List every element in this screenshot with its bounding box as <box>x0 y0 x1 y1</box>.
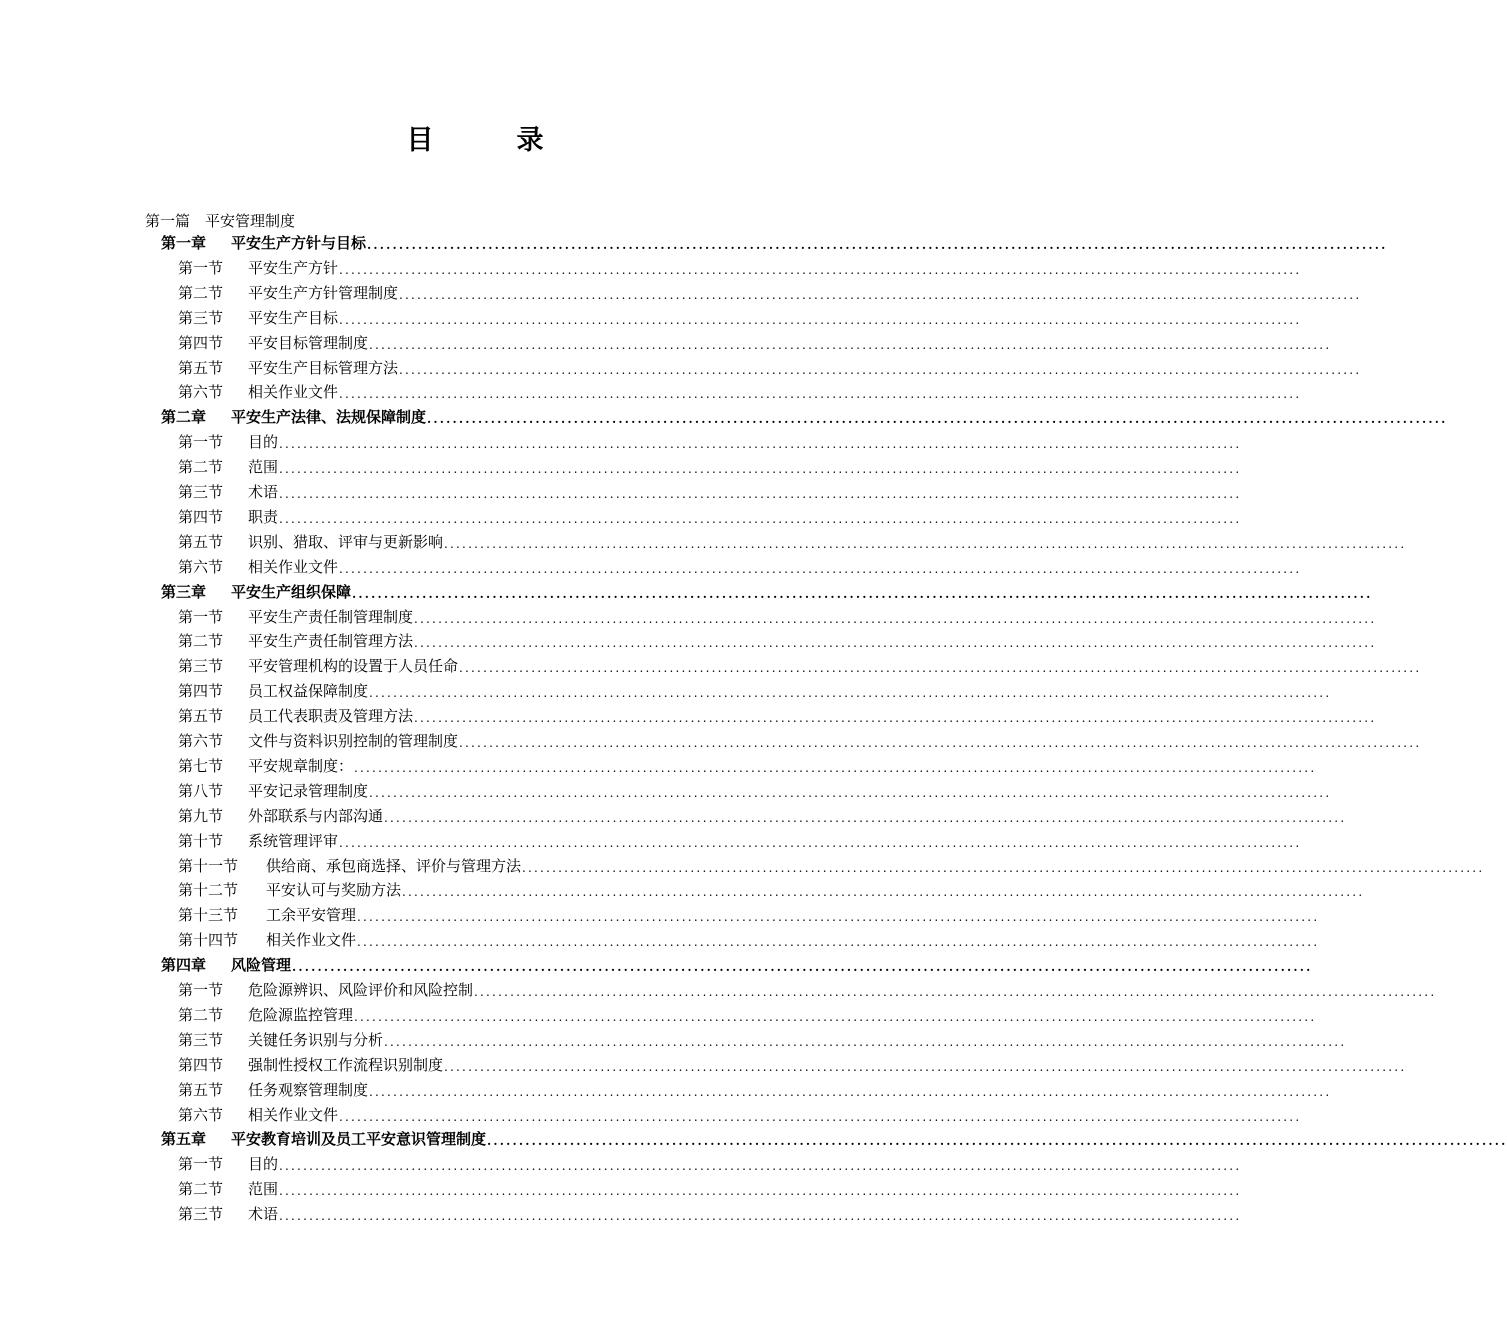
toc-entry-title: 平安生产方针 <box>248 258 339 277</box>
toc-entry-number: 第六节 <box>178 732 224 750</box>
toc-leader-dots: ................................................................................................................................................................ <box>487 1134 1507 1149</box>
toc-chapter-row <box>161 403 1448 427</box>
toc-leader-dots: ................................................................................................................................................................ <box>279 487 1242 501</box>
toc-section-row <box>178 1150 1242 1174</box>
toc-entry-title: 平安生产责任制管理方法 <box>248 632 414 651</box>
toc-section-row <box>178 453 1242 477</box>
toc-entry-title: 范围 <box>248 458 279 477</box>
toc-entry-title: 平安生产组织保障 <box>231 582 352 601</box>
toc-section-row <box>178 1026 1347 1050</box>
toc-leader-dots: ................................................................................................................................................................ <box>384 810 1347 825</box>
toc-entry-number: 第二章 <box>161 408 207 427</box>
toc-entry-title: 平安生产法律、法规保障制度 <box>231 408 427 427</box>
toc-entry-number: 第一节 <box>178 1155 224 1174</box>
toc-chapter-row <box>161 229 1388 253</box>
toc-leader-dots: ................................................................................................................................................................ <box>339 1109 1302 1124</box>
toc-entry-title: 平安记录管理制度 <box>248 781 369 800</box>
toc-entry-number: 第四节 <box>178 333 224 352</box>
toc-entry-title: 术语 <box>248 483 279 501</box>
toc-entry-title: 系统管理评审 <box>248 831 339 850</box>
toc-entry-title: 员工权益保障制度 <box>248 682 369 701</box>
toc-entry-title: 平安规章制度： <box>248 756 354 775</box>
toc-entry-number: 第三节 <box>178 1205 224 1224</box>
toc-leader-dots: ................................................................................................................................................................ <box>369 337 1332 352</box>
toc-entry-title: 平安认可与奖励方法 <box>266 881 402 900</box>
toc-entry-title: 相关作业文件 <box>248 557 339 576</box>
toc-entry-title: 平安生产目标 <box>248 308 339 327</box>
toc-leader-dots: ................................................................................................................................................................ <box>522 860 1485 875</box>
toc-entry-title: 平安目标管理制度 <box>248 333 369 352</box>
toc-entry-title: 任务观察管理制度 <box>248 1080 369 1099</box>
toc-entry-title: 文件与资料识别控制的管理制度 <box>248 732 459 750</box>
toc-leader-dots: ................................................................................................................................................................ <box>279 1209 1242 1224</box>
toc-entry-number: 第十四节 <box>178 931 239 950</box>
toc-section-row <box>178 852 1485 876</box>
toc-section-row <box>178 702 1377 726</box>
toc-entry-title: 相关作业文件 <box>248 1105 339 1124</box>
toc-entry-title: 供给商、承包商选择、评价与管理方法 <box>266 856 522 875</box>
toc-entry-number: 第十一节 <box>178 856 239 875</box>
toc-section-row <box>178 1076 1332 1100</box>
toc-entry-number: 第九节 <box>178 806 224 825</box>
toc-entry-number: 第四章 <box>161 956 207 975</box>
part-heading: 第一篇 平安管理制度 <box>145 212 296 230</box>
toc-section-row <box>178 603 1377 627</box>
toc-entry-number: 第一节 <box>178 981 224 999</box>
toc-entry-number: 第四节 <box>178 682 224 701</box>
toc-section-row <box>178 378 1302 402</box>
toc-leader-dots: ................................................................................................................................................................ <box>474 985 1437 999</box>
toc-entry-number: 第六节 <box>178 557 224 576</box>
toc-section-row <box>178 627 1377 651</box>
toc-leader-dots: ................................................................................................................................................................ <box>279 1159 1242 1174</box>
toc-section-row <box>178 802 1347 826</box>
toc-leader-dots: ................................................................................................................................................................ <box>459 661 1422 676</box>
toc-entry-title: 相关作业文件 <box>266 931 357 950</box>
toc-entry-title: 平安生产方针管理制度 <box>248 283 399 302</box>
toc-entry-number: 第五章 <box>161 1130 207 1149</box>
toc-leader-dots: ................................................................................................................................................................ <box>427 412 1448 427</box>
toc-section-row <box>178 503 1242 527</box>
toc-section-row <box>178 254 1302 278</box>
toc-section-row <box>178 976 1437 1000</box>
toc-leader-dots: ................................................................................................................................................................ <box>414 636 1377 651</box>
toc-section-row <box>178 279 1362 303</box>
toc-entry-number: 第二节 <box>178 283 224 302</box>
toc-chapter-row <box>161 951 1313 975</box>
toc-section-row <box>178 677 1332 701</box>
toc-leader-dots: ................................................................................................................................................................ <box>279 1184 1242 1199</box>
toc-leader-dots: ................................................................................................................................................................ <box>369 686 1332 701</box>
toc-leader-dots: ................................................................................................................................................................ <box>354 1009 1317 1024</box>
toc-entry-number: 第五节 <box>178 1080 224 1099</box>
toc-section-row <box>178 1051 1407 1075</box>
toc-section-row <box>178 777 1332 801</box>
toc-section-row <box>178 827 1302 851</box>
toc-chapter-row <box>161 578 1373 602</box>
toc-entry-title: 关键任务识别与分析 <box>248 1030 384 1049</box>
toc-entry-title: 识别、猎取、评审与更新影响 <box>248 532 444 551</box>
toc-leader-dots: ................................................................................................................................................................ <box>279 511 1242 526</box>
toc-entry-number: 第五节 <box>178 358 224 377</box>
toc-entry-title: 目的 <box>248 1155 279 1174</box>
toc-entry-number: 第一节 <box>178 607 224 626</box>
toc-entry-title: 平安管理机构的设置于人员任命 <box>248 657 459 676</box>
toc-leader-dots: ................................................................................................................................................................ <box>339 312 1302 327</box>
toc-entry-number: 第六节 <box>178 383 224 402</box>
toc-entry-number: 第三章 <box>161 582 207 601</box>
toc-entry-number: 第十节 <box>178 831 224 850</box>
toc-leader-dots: ................................................................................................................................................................ <box>444 1059 1407 1074</box>
toc-section-row <box>178 478 1242 502</box>
toc-leader-dots: ................................................................................................................................................................ <box>399 287 1362 302</box>
toc-chapter-row <box>161 1125 1507 1149</box>
toc-leader-dots: ................................................................................................................................................................ <box>354 760 1317 775</box>
toc-section-row <box>178 1175 1242 1199</box>
toc-leader-dots: ................................................................................................................................................................ <box>339 561 1302 576</box>
toc-entry-number: 第五节 <box>178 707 224 726</box>
toc-entry-number: 第三节 <box>178 657 224 676</box>
toc-section-row <box>178 727 1422 751</box>
toc-section-row <box>178 304 1302 328</box>
toc-section-row <box>178 1001 1317 1025</box>
toc-entry-number: 第二节 <box>178 1005 224 1024</box>
toc-entry-title: 强制性授权工作流程识别制度 <box>248 1055 444 1074</box>
toc-entry-title: 范围 <box>248 1180 279 1199</box>
toc-section-row <box>178 752 1317 776</box>
toc-entry-number: 第二节 <box>178 1180 224 1199</box>
toc-entry-title: 平安生产责任制管理制度 <box>248 607 414 626</box>
toc-entry-number: 第一节 <box>178 433 224 452</box>
toc-entry-title: 目的 <box>248 433 279 452</box>
toc-leader-dots: ................................................................................................................................................................ <box>292 960 1313 975</box>
toc-entry-title: 危险源辨识、风险评价和风险控制 <box>248 981 474 999</box>
toc-leader-dots: ................................................................................................................................................................ <box>369 785 1332 800</box>
toc-entry-title: 平安生产方针与目标 <box>231 234 367 252</box>
toc-leader-dots: ................................................................................................................................................................ <box>414 611 1377 626</box>
toc-section-row <box>178 1101 1302 1125</box>
toc-section-row <box>178 329 1332 353</box>
toc-leader-dots: ................................................................................................................................................................ <box>402 885 1365 900</box>
toc-entry-number: 第一节 <box>178 258 224 277</box>
toc-leader-dots: ................................................................................................................................................................ <box>357 935 1320 950</box>
toc-leader-dots: ................................................................................................................................................................ <box>399 362 1362 377</box>
toc-leader-dots: ................................................................................................................................................................ <box>352 586 1373 601</box>
toc-entry-title: 外部联系与内部沟通 <box>248 806 384 825</box>
toc-entry-number: 第五节 <box>178 532 224 551</box>
toc-entry-title: 工余平安管理 <box>266 906 357 925</box>
toc-entry-number: 第七节 <box>178 756 224 775</box>
page-title: 目 录 <box>406 125 572 156</box>
toc-leader-dots: ................................................................................................................................................................ <box>459 736 1422 750</box>
toc-leader-dots: ................................................................................................................................................................ <box>444 536 1407 551</box>
toc-leader-dots: ................................................................................................................................................................ <box>339 262 1302 277</box>
toc-section-row <box>178 428 1242 452</box>
toc-leader-dots: ................................................................................................................................................................ <box>357 910 1320 925</box>
toc-entry-number: 第十二节 <box>178 881 239 900</box>
toc-leader-dots: ................................................................................................................................................................ <box>279 462 1242 477</box>
toc-section-row <box>178 926 1320 950</box>
toc-entry-number: 第十三节 <box>178 906 239 925</box>
toc-leader-dots: ................................................................................................................................................................ <box>279 437 1242 452</box>
toc-section-row <box>178 876 1365 900</box>
toc-entry-number: 第三节 <box>178 1030 224 1049</box>
toc-entry-number: 第三节 <box>178 308 224 327</box>
toc-section-row <box>178 901 1320 925</box>
toc-entry-title: 危险源监控管理 <box>248 1005 354 1024</box>
toc-leader-dots: ................................................................................................................................................................ <box>414 711 1377 726</box>
toc-section-row <box>178 553 1302 577</box>
toc-entry-title: 平安教育培训及员工平安意识管理制度 <box>231 1130 487 1149</box>
toc-entry-title: 术语 <box>248 1205 279 1224</box>
toc-section-row <box>178 652 1422 676</box>
toc-leader-dots: ................................................................................................................................................................ <box>339 835 1302 850</box>
toc-entry-number: 第二节 <box>178 458 224 477</box>
toc-leader-dots: ................................................................................................................................................................ <box>367 238 1388 252</box>
toc-entry-number: 第一章 <box>161 234 207 252</box>
toc-entry-number: 第六节 <box>178 1105 224 1124</box>
toc-entry-number: 第四节 <box>178 1055 224 1074</box>
toc-section-row <box>178 1200 1242 1224</box>
toc-section-row <box>178 354 1362 378</box>
toc-leader-dots: ................................................................................................................................................................ <box>384 1034 1347 1049</box>
toc-entry-number: 第八节 <box>178 781 224 800</box>
toc-leader-dots: ................................................................................................................................................................ <box>339 387 1302 402</box>
toc-entry-title: 员工代表职责及管理方法 <box>248 707 414 726</box>
toc-entry-title: 职责 <box>248 507 279 526</box>
toc-entry-number: 第三节 <box>178 483 224 501</box>
toc-leader-dots: ................................................................................................................................................................ <box>369 1084 1332 1099</box>
toc-entry-number: 第四节 <box>178 507 224 526</box>
toc-entry-title: 平安生产目标管理方法 <box>248 358 399 377</box>
toc-entry-number: 第二节 <box>178 632 224 651</box>
toc-section-row <box>178 528 1407 552</box>
toc-entry-title: 风险管理 <box>231 956 292 975</box>
toc-entry-title: 相关作业文件 <box>248 383 339 402</box>
